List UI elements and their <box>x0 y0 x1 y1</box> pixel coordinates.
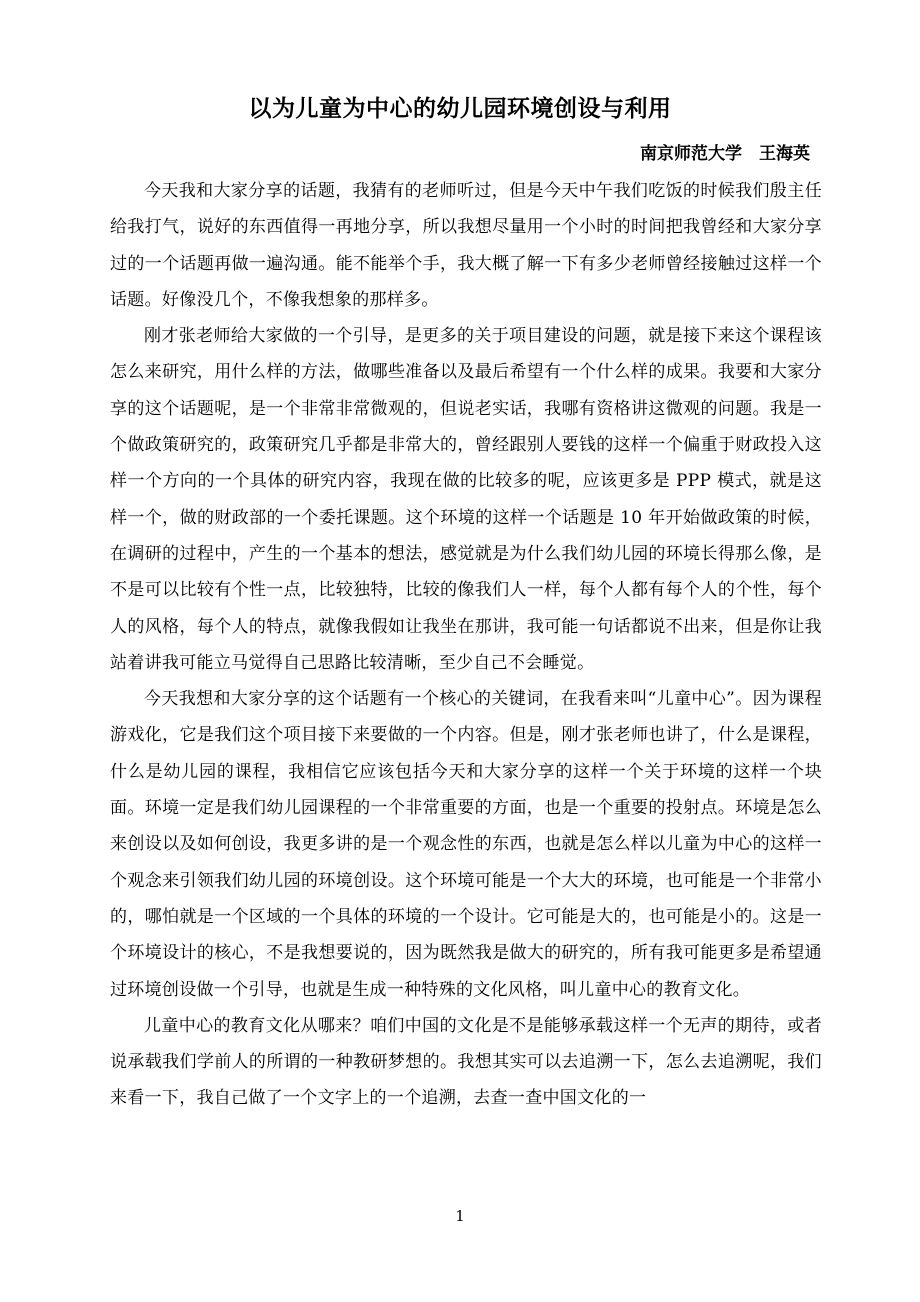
paragraph-4: 儿童中心的教育文化从哪来？咱们中国的文化是不是能够承载这样一个无声的期待，或者说承载我们学前人的所谓的一种教研梦想的。我想其实可以去追溯一下，怎么去追溯呢，我们来看一下，我自己做了一个文字上的一个追溯，去查一查中国文化的一 <box>110 1015 822 1109</box>
paragraph-1: 今天我和大家分享的话题，我猜有的老师听过，但是今天中午我们吃饭的时候我们殷主任给我打气，说好的东西值得一再地分享，所以我想尽量用一个小时的时间把我曾经和大家分享过的一个话题再做一遍沟通。能不能举个手，我大概了解一下有多少老师曾经接触过这样一个话题。好像没几个，不像我想象的那样多。 <box>110 181 822 310</box>
page-number: 1 <box>455 1207 465 1225</box>
author-line: 南京师范大学 王海英 <box>640 144 810 164</box>
document-title: 以为儿童为中心的幼儿园环境创设与利用 <box>248 96 672 122</box>
paragraph-3: 今天我想和大家分享的这个话题有一个核心的关键词，在我看来叫“儿童中心”。因为课程游戏化，它是我们这个项目接下来要做的一个内容。但是，刚才张老师也讲了，什么是课程，什么是幼儿园的课程，我相信它应该包括今天和大家分享的这样一个关于环境的这样一个块面。环境一定是我们幼儿园课程的一个非常重要的方面，也是一个重要的投射点。环境是怎么来创设以及如何创设，我更多讲的是一个观念性的东西，也就是怎么样以儿童为中心的这样一个观念来引领我们幼儿园的环境创设。这个环境可能是一个大大的环境，也可能是一个非常小的，哪怕就是一个区域的一个具体的环境的一个设计。它可能是大的，也可能是小的。这是一个环境设计的核心，不是我想要说的，因为既然我是做大的研究的，所有我可能更多是希望通过环境创设做一个引导，也就是生成一种特殊的文化风格，叫儿童中心的教育文化。 <box>110 689 822 1000</box>
paragraph-2: 刚才张老师给大家做的一个引导，是更多的关于项目建设的问题，就是接下来这个课程该怎么来研究，用什么样的方法，做哪些准备以及最后希望有一个什么样的成果。我要和大家分享的这个话题呢，是一个非常非常微观的，但说老实话，我哪有资格讲这微观的问题。我是一个做政策研究的，政策研究几乎都是非常大的，曾经跟别人要钱的这样一个偏重于财政投入这样一个方向的一个具体的研究内容，我现在做的比较多的呢，应该更多是 PPP 模式，就是这样一个，做的财政部的一个委托课题。这个环境的这样一个话题是 10 年开始做政策的时候，在调研的过程中，产生的一个基本的想法，感觉就是为什么我们幼儿园的环境长得那么像，是不是可以比较有个性一点，比较独特，比较的像我们人一样，每个人都有每个人的个性，每个人的风格，每个人的特点，就像我假如让我坐在那讲，我可能一句话都说不出来，但是你让我站着讲我可能立马觉得自己思路比较清晰，至少自己不会睡觉。 <box>110 326 822 673</box>
document-body <box>110 173 822 1117</box>
